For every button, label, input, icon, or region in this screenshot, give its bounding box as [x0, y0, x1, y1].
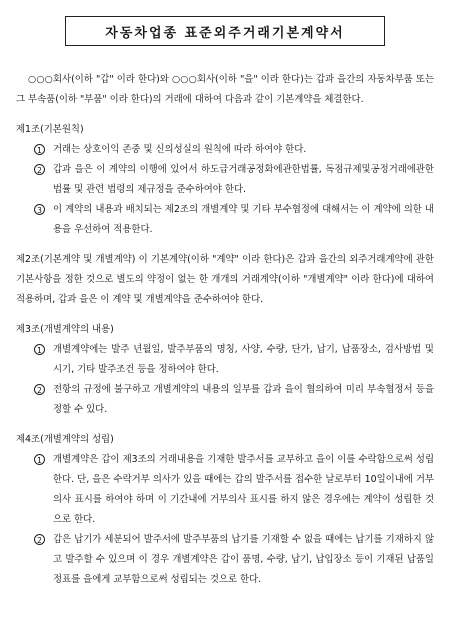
- list-item: [16, 450, 434, 530]
- article-4: [16, 430, 434, 590]
- item-number: 1: [34, 454, 45, 465]
- item-text: 이 계약의 내용과 배치되는 제2조의 개별계약 및 기타 부수협정에 대해서는 이 계약에 의한 내용을 우선하여 적용한다.: [53, 204, 434, 235]
- item-number: 2: [34, 164, 45, 175]
- item-text: 거래는 상호이익 존중 및 신의성실의 원칙에 따라 하여야 한다.: [53, 144, 307, 155]
- preamble-paragraph: ○○○회사(이하 "갑" 이라 한다)와 ○○○회사(이하 "을" 이라 한다)는 갑과 을간의 자동차부품 또는 그 부속품(이하 "부품" 이라 한다)의 거래에 대하여 다음과 같이 기본계약을 체결한다.: [16, 74, 434, 105]
- item-text: 전항의 규정에 불구하고 개별계약의 내용의 일부를 갑과 을이 협의하여 미리 부속협정서 등을 정할 수 있다.: [53, 384, 434, 415]
- list-item: [16, 340, 434, 380]
- article-heading: 제3조(개별계약의 내용): [16, 324, 114, 335]
- list-item: [16, 380, 434, 420]
- item-number: 2: [34, 534, 45, 545]
- item-text: 개별계약은 갑이 제3조의 거래내용을 기재한 발주서를 교부하고 을이 이를 수락함으로써 성립한다. 단, 을은 수락거부 의사가 있을 때에는 갑의 발주서를 접수한 날로부터 10일이내에 거부의사 표시를 하여야 하며 이 기간내에 거부의사 표시를 하지 않은 경우에는 계약이 성립한 것으로 한다.: [53, 454, 434, 525]
- item-number: 3: [34, 204, 45, 215]
- article-items: [16, 340, 434, 420]
- article-3: [16, 320, 434, 420]
- list-item: [16, 140, 434, 160]
- article-items: [16, 450, 434, 590]
- article-heading: 제1조(기본원칙): [16, 124, 84, 135]
- article-paragraph: 제2조(기본계약 및 개별계약) 이 기본계약(이하 "계약" 이라 한다)은 갑과 을간의 외주거래계약에 관한 기본사항을 정한 것으로 별도의 약정이 없는 한 개개의 거래계약(이하 "개별계약" 이라 한다)에 대하여 적용하며, 갑과 을은 이 계약 및 개별계약을 준수하여야 한다.: [16, 254, 434, 305]
- list-item: [16, 160, 434, 200]
- item-number: 1: [34, 144, 45, 155]
- item-text: 개별계약에는 발주 년월일, 발주부품의 명칭, 사양, 수량, 단가, 납기, 납품장소, 검사방법 및 시기, 기타 발주조건 등을 정하여야 한다.: [53, 344, 434, 375]
- item-number: 2: [34, 384, 45, 395]
- article-2: [16, 250, 434, 310]
- item-text: 갑은 납기가 세분되어 발주서에 발주부품의 납기를 기재할 수 없을 때에는 납기를 기재하지 않고 발주할 수 있으며 이 경우 개별계약은 갑이 품명, 수량, 납기, 납입장소 등이 기재된 납품일정표를 을에게 교부함으로써 성립되는 것으로 한다.: [53, 534, 434, 585]
- article-items: [16, 140, 434, 240]
- article-1: [16, 120, 434, 240]
- document-title: 자동차업종 표준외주거래기본계약서: [65, 16, 385, 46]
- item-text: 갑과 을은 이 계약의 이행에 있어서 하도급거래공정화에관한법률, 독점규제및공정거래에관한법률 및 관련 법령의 제규정을 준수하여야 한다.: [53, 164, 434, 195]
- item-number: 1: [34, 344, 45, 355]
- list-item: [16, 530, 434, 590]
- list-item: [16, 200, 434, 240]
- article-heading: 제4조(개별계약의 성립): [16, 434, 114, 445]
